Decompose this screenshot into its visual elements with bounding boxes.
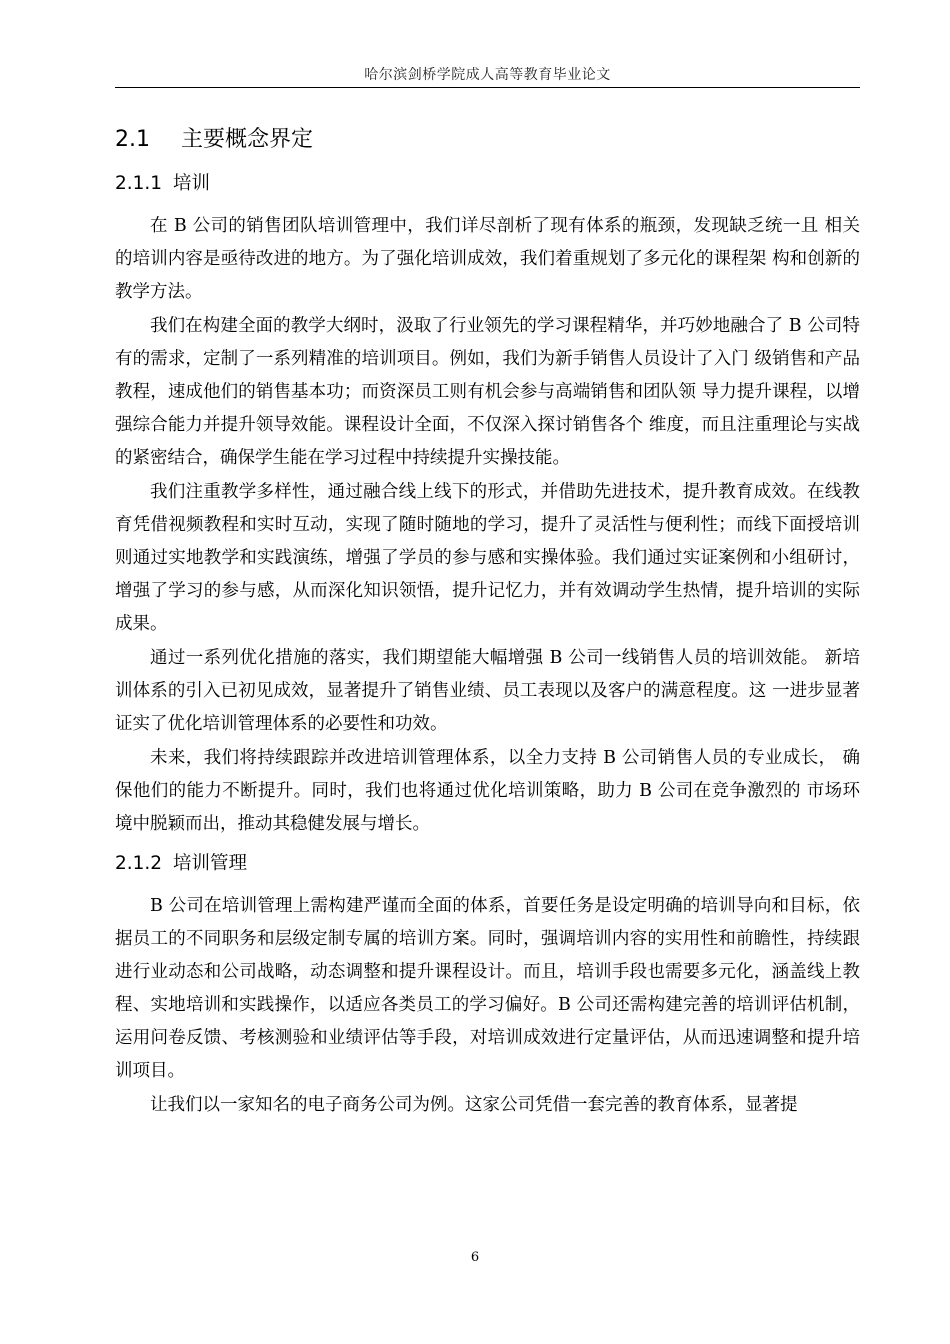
paragraph: 让我们以一家知名的电子商务公司为例。这家公司凭借一套完善的教育体系，显著提 (150, 1095, 798, 1115)
subsection-heading-training (115, 162, 860, 206)
section-heading (115, 118, 860, 162)
running-header: 哈尔滨剑桥学院成人高等教育毕业论文 (364, 67, 611, 83)
header-divider (115, 87, 860, 88)
section-title: 主要概念界定 (181, 127, 314, 152)
subsection-title: 培训管理 (173, 853, 248, 874)
section-number: 2.1 (115, 127, 150, 152)
paragraph: 通过一系列优化措施的落实，我们期望能大幅增强 B 公司一线销售人员的培训效能。 新培训体系的引入已初见成效，显著提升了销售业绩、员工表现以及客户的满意程度。这 一进步显著证实了优化培训管理体系的必要性和功效。 (115, 648, 860, 734)
paragraph: 在 B 公司的销售团队培训管理中，我们详尽剖析了现有体系的瓶颈，发现缺乏统一且 相关的培训内容是亟待改进的地方。为了强化培训成效，我们着重规划了多元化的课程架 构和创新的教学方法。 (115, 216, 860, 302)
page-number: 6 (470, 1250, 480, 1265)
document-body (115, 118, 860, 1123)
paragraph: 我们在构建全面的教学大纲时，汲取了行业领先的学习课程精华，并巧妙地融合了 B 公司特有的需求，定制了一系列精准的培训项目。例如，我们为新手销售人员设计了入门 级销售和产品教程，速成他们的销售基本功；而资深员工则有机会参与高端销售和团队领 导力提升课程，以增强综合能力并提升领导效能。课程设计全面，不仅深入探讨销售各个 维度，而且注重理论与实战的紧密结合，确保学生能在学习过程中持续提升实操技能。 (115, 316, 860, 468)
paragraph: 未来，我们将持续跟踪并改进培训管理体系，以全力支持 B 公司销售人员的专业成长， 确保他们的能力不断提升。同时，我们也将通过优化培训策略，助力 B 公司在竞争激烈的 市场环境中脱颖而出，推动其稳健发展与增长。 (115, 748, 860, 834)
subsection-heading-training-management (115, 842, 860, 886)
subsection-number: 2.1.2 (115, 853, 163, 874)
subsection-number: 2.1.1 (115, 173, 163, 194)
paragraph: B 公司在培训管理上需构建严谨而全面的体系，首要任务是设定明确的培训导向和目标，依据员工的不同职务和层级定制专属的培训方案。同时，强调培训内容的实用性和前瞻性，持续跟进行业动态和公司战略，动态调整和提升课程设计。而且，培训手段也需要多元化，涵盖线上教程、实地培训和实践操作，以适应各类员工的学习偏好。B 公司还需构建完善的培训评估机制，运用问卷反馈、考核测验和业绩评估等手段，对培训成效进行定量评估，从而迅速调整和提升培训项目。 (115, 896, 860, 1081)
paragraph: 我们注重教学多样性，通过融合线上线下的形式，并借助先进技术，提升教育成效。在线教育凭借视频教程和实时互动，实现了随时随地的学习，提升了灵活性与便利性；而线下面授培训则通过实地教学和实践演练，增强了学员的参与感和实操体验。我们通过实证案例和小组研讨，增强了学习的参与感，从而深化知识领悟，提升记忆力，并有效调动学生热情，提升培训的实际成果。 (115, 482, 860, 634)
subsection-title: 培训 (173, 173, 211, 194)
